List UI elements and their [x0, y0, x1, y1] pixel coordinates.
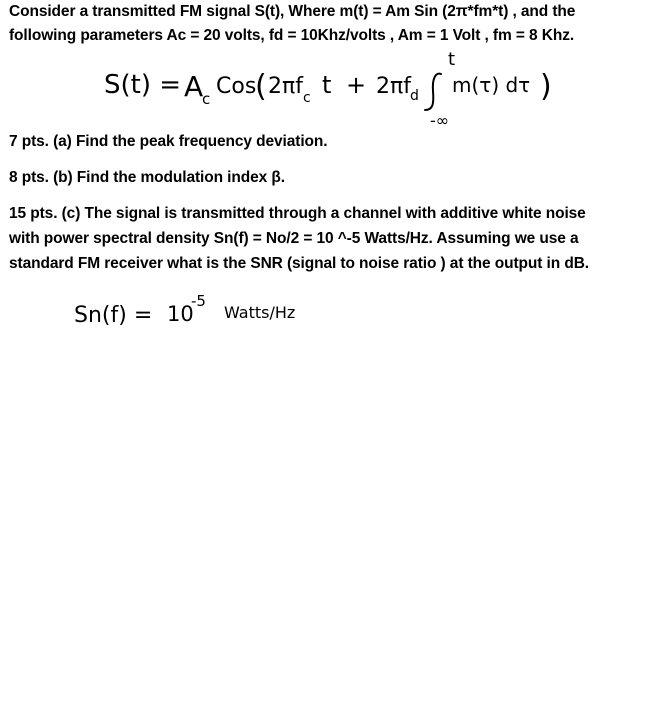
- integral-upper-limit: t: [448, 49, 456, 70]
- formula-cos: Cos: [216, 74, 257, 99]
- integral-lower-limit: -∞: [430, 111, 450, 130]
- problem-statement-line-1: Consider a transmitted FM signal S(t), Where m(t) = Am Sin (2π*fm*t) , and the: [9, 3, 576, 20]
- problem-statement-line-2: following parameters Ac = 20 volts, fd = 10Khz/volts , Am = 1 Volt , fm = 8 Khz.: [9, 27, 575, 44]
- formula-close-paren: ): [540, 69, 552, 104]
- part-b-question: 8 pts. (b) Find the modulation index β.: [9, 169, 285, 186]
- formula-amplitude: A: [184, 70, 204, 103]
- formula-open-paren: (: [255, 69, 267, 104]
- part-c-question-line-1: 15 pts. (c) The signal is transmitted through a channel with additive white noise: [9, 205, 586, 222]
- note-unit: Watts/Hz: [224, 303, 296, 322]
- formula-carrier-subscript: c: [303, 90, 311, 106]
- note-exponent: -5: [191, 292, 206, 310]
- formula-time-variable: t: [322, 71, 332, 99]
- formula-lhs: S(t) =: [104, 70, 182, 100]
- handwritten-formula: [0, 46, 662, 130]
- formula-deviation-subscript: d: [410, 88, 419, 104]
- formula-integrand: m(τ) dτ: [452, 73, 531, 97]
- part-a-question: 7 pts. (a) Find the peak frequency deviation.: [9, 133, 328, 150]
- part-c-question-line-3: standard FM receiver what is the SNR (signal to noise ratio ) at the output in dB.: [9, 255, 590, 272]
- handwritten-note: [0, 290, 662, 335]
- formula-deviation-term: 2πf: [376, 74, 411, 99]
- note-lhs: Sn(f) =: [74, 303, 153, 328]
- integral-sign: [425, 74, 441, 110]
- note-base: 10: [167, 302, 194, 326]
- part-c-question-line-2: with power spectral density Sn(f) = No/2 = 10 ^-5 Watts/Hz. Assuming we use a: [9, 230, 579, 247]
- formula-amplitude-subscript: c: [202, 90, 211, 108]
- formula-carrier-term: 2πf: [268, 74, 303, 99]
- formula-plus-sign: +: [346, 71, 367, 99]
